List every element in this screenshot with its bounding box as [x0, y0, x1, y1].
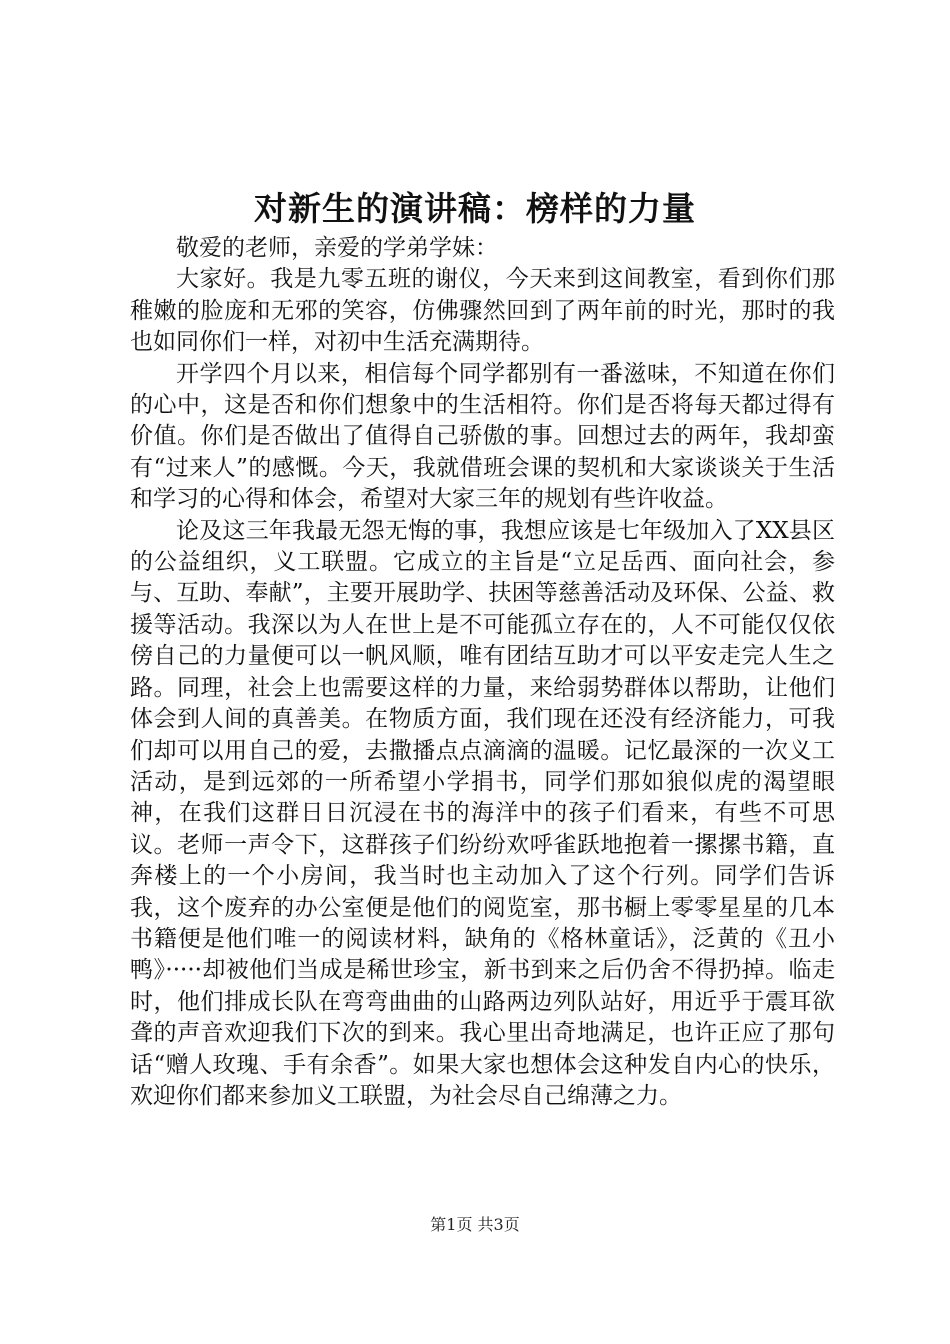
body-paragraph: 论及这三年我最无怨无悔的事，我想应该是七年级加入了XX县区的公益组织，义工联盟。它成立的主旨是“立足岳西、面向社会，参与、互助、奉献”，主要开展助学、扶困等慈善活动及环保、公益、救援等活动。我深以为人在世上是不可能孤立存在的，人不可能仅仅依傍自己的力量便可以一帆风顺，唯有团结互助才可以平安走完人生之路。同理，社会上也需要这样的力量，来给弱势群体以帮助，让他们体会到人间的真善美。在物质方面，我们现在还没有经济能力，可我们却可以用自己的爱，去撒播点点滴滴的温暖。记忆最深的一次义工活动，是到远郊的一所希望小学捐书，同学们那如狼似虎的渴望眼神，在我们这群日日沉浸在书的海洋中的孩子们看来，有些不可思议。老师一声令下，这群孩子们纷纷欢呼雀跃地抱着一摞摞书籍，直奔楼上的一个小房间，我当时也主动加入了这个行列。同学们告诉我，这个废弃的办公室便是他们的阅览室，那书橱上零零星星的几本书籍便是他们唯一的阅读材料，缺角的《格林童话》，泛黄的《丑小鸭》·····却被他们当成是稀世珍宝，新书到来之后仍舍不得扔掉。临走时，他们排成长队在弯弯曲曲的山路两边列队站好，用近乎于震耳欲聋的声音欢迎我们下次的到来。我心里出奇地满足，也许正应了那句话“赠人玫瑰、手有余香”。如果大家也想体会这种发自内心的快乐，欢迎你们都来参加义工联盟，为社会尽自己绵薄之力。 [130, 517, 835, 1109]
salutation-paragraph: 敬爱的老师，亲爱的学弟学妹： [176, 235, 498, 261]
document-title: 对新生的演讲稿：榜样的力量 [254, 189, 696, 228]
body-paragraph: 开学四个月以来，相信每个同学都别有一番滋味，不知道在你们的心中，这是否和你们想象中的生活相符。你们是否将每天都过得有价值。你们是否做出了值得自己骄傲的事。回想过去的两年，我却蛮有“过来人”的感慨。今天，我就借班会课的契机和大家谈谈关于生活和学习的心得和体会，希望对大家三年的规划有些许收益。 [130, 360, 835, 513]
page-footer: 第1页 共3页 [430, 1215, 520, 1234]
document-body [130, 233, 835, 1112]
body-paragraph: 大家好。我是九零五班的谢仪，今天来到这间教室，看到你们那稚嫩的脸庞和无邪的笑容，仿佛骤然回到了两年前的时光，那时的我也如同你们一样，对初中生活充满期待。 [130, 266, 835, 356]
